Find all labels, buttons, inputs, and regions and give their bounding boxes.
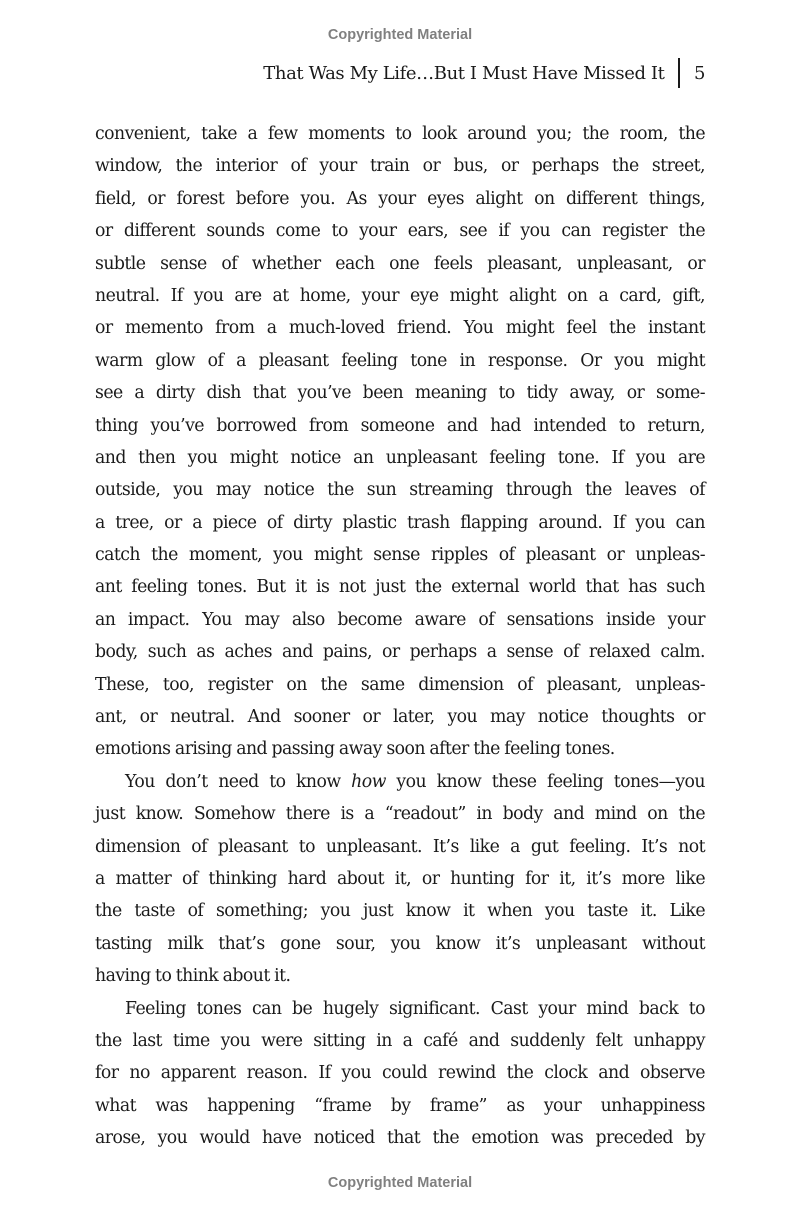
text-line: ant, or neutral. And sooner or later, you may notice thoughts or [95,707,705,728]
text-line: for no apparent reason. If you could rewind the clock and observe [95,1063,705,1084]
text-line: arose, you would have noticed that the emotion was preceded by [95,1128,705,1149]
text-line: an impact. You may also become aware of sensations inside your [95,609,705,630]
text-run: you know these feeling tones—you [385,771,705,792]
text-line: see a dirty dish that you’ve been meaning to tidy away, or some- [95,383,705,404]
text-line: just know. Somehow there is a “readout” in body and mind on the [95,804,705,825]
text-line: These, too, register on the same dimension of pleasant, unpleas- [95,674,705,695]
text-line: the last time you were sitting in a café and suddenly felt unhappy [95,1030,705,1051]
text-line: what was happening “frame by frame” as your unhappiness [95,1095,705,1116]
text-line: warm glow of a pleasant feeling tone in response. Or you might [95,350,705,371]
text-line: tasting milk that’s gone sour, you know it’s unpleasant without [95,933,705,954]
running-head [263,56,705,90]
page-number: 5 [693,62,705,84]
text-line: subtle sense of whether each one feels pleasant, unpleasant, or [95,253,705,274]
text-line: field, or forest before you. As your eyes alight on different things, [95,188,705,209]
text-line: emotions arising and passing away soon after the feeling tones. [95,739,615,760]
text-line: thing you’ve borrowed from someone and had intended to return, [95,415,705,436]
text-line: having to think about it. [95,966,291,987]
text-line: or memento from a much-loved friend. You might feel the instant [95,318,705,339]
text-line: window, the interior of your train or bus, or perhaps the street, [95,156,705,177]
running-head-divider [678,58,680,88]
text-line: Feeling tones can be hugely significant. Cast your mind back to [125,998,705,1019]
paragraph-3 [95,993,705,1155]
text-line: dimension of pleasant to unpleasant. It’s like a gut feeling. It’s not [95,836,705,857]
italic-emphasis: how [351,771,386,792]
text-line: or different sounds come to your ears, see if you can register the [95,221,705,242]
text-run: You don’t need to know [125,771,352,792]
paragraph-1 [95,118,705,766]
text-line: catch the moment, you might sense ripples of pleasant or unpleas- [95,545,705,566]
text-line: the taste of something; you just know it when you taste it. Like [95,901,705,922]
copyright-watermark-bottom: Copyrighted Material [327,1175,473,1191]
running-head-title: That Was My Life…But I Must Have Missed It [263,62,665,84]
text-line: ant feeling tones. But it is not just the external world that has such [95,577,705,598]
body-text [95,118,705,1155]
text-line: neutral. If you are at home, your eye might alight on a card, gift, [95,285,705,306]
text-line: a tree, or a piece of dirty plastic trash flapping around. If you can [95,512,705,533]
text-line: a matter of thinking hard about it, or hunting for it, it’s more like [95,868,705,889]
paragraph-2 [95,766,705,993]
text-line: convenient, take a few moments to look around you; the room, the [95,124,705,144]
text-line: outside, you may notice the sun streaming through the leaves of [95,480,705,501]
copyright-watermark-top: Copyrighted Material [327,27,473,43]
text-line-with-italic [95,766,705,798]
text-line: body, such as aches and pains, or perhaps a sense of relaxed calm. [95,642,705,663]
text-line: and then you might notice an unpleasant feeling tone. If you are [95,447,705,468]
